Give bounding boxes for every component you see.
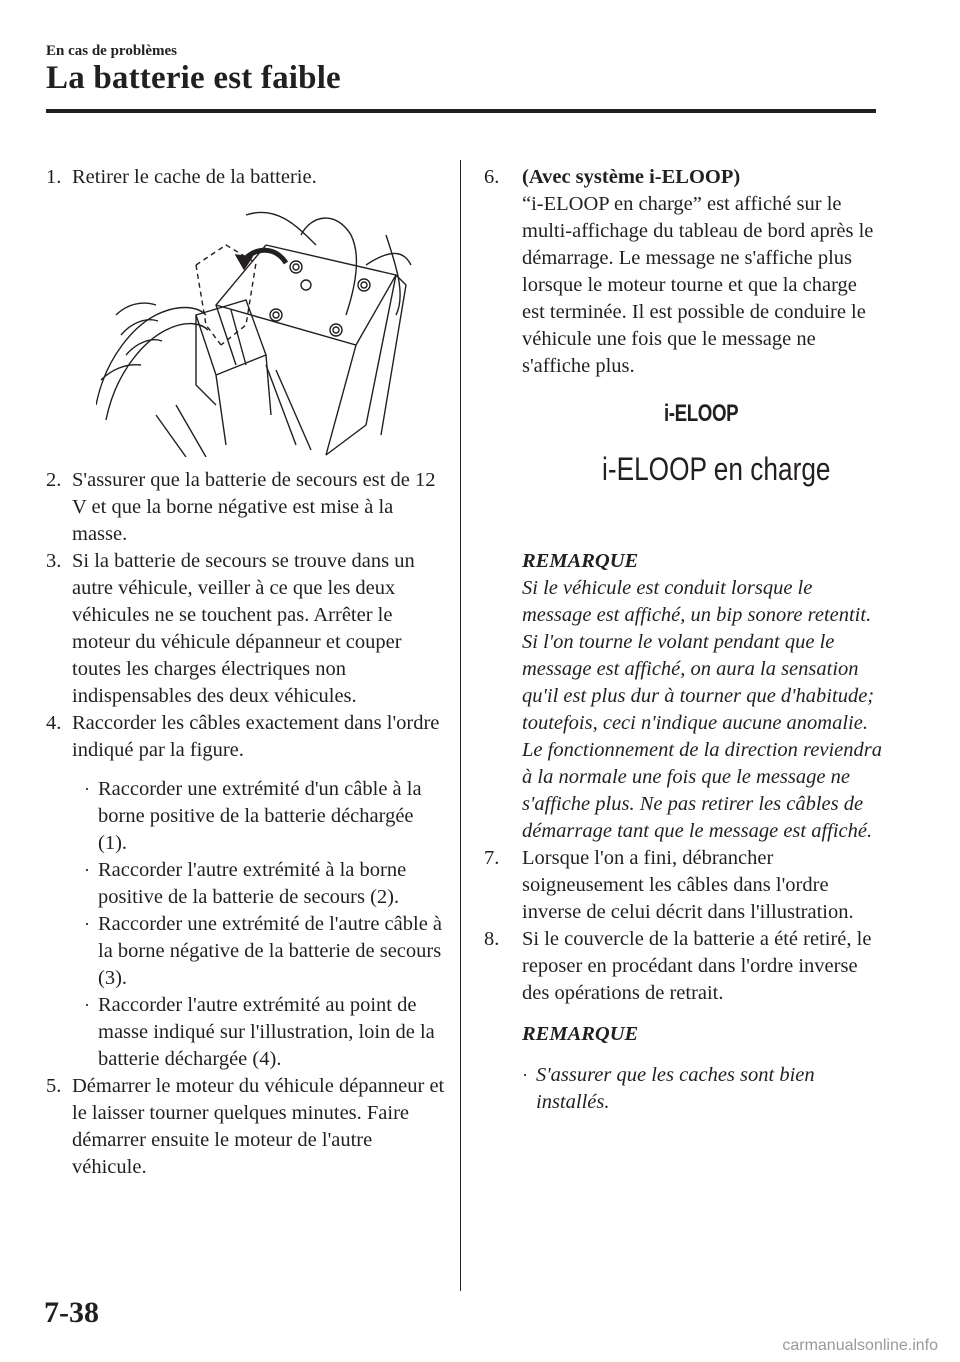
step-7	[484, 845, 884, 926]
bullet-icon: ·	[84, 914, 90, 934]
bullet-icon: ·	[522, 1065, 528, 1085]
step-number: 6.	[484, 166, 500, 188]
step-2	[46, 467, 446, 548]
step-number: 1.	[46, 166, 62, 188]
step-number: 3.	[46, 550, 62, 572]
list-item	[484, 1062, 884, 1116]
step-text: “i-ELOOP en charge” est affiché sur le multi-affichage du tableau de bord après le démarrage. Le message ne s'affiche plus lorsque le moteur tourne et que la charge est terminée. Il est possible de conduire le véhicule une fois que le message ne s'affiche plus.	[522, 193, 874, 377]
step-text: S'assurer que la batterie de secours est de 12 V et que la borne négative est mise à la masse.	[72, 469, 436, 545]
step-number: 4.	[46, 712, 62, 734]
step-heading: (Avec système i-ELOOP)	[522, 166, 741, 188]
step-number: 7.	[484, 847, 500, 869]
note-text: Si le véhicule est conduit lorsque le message est affiché, un bip sonore retentit. Si l'on tourne le volant pendant que le message est affiché, on aura la sensation qu'il est plus dur à tourner que d'habitude; toutefois, ceci n'indique aucune anomalie. Le fonctionnement de la direction reviendra à la normale une fois que le message ne s'affiche plus. Ne pas retirer les câbles de démarrage tant que le message est affiché.	[522, 577, 882, 842]
i-eloop-logo: i-ELOOP	[664, 400, 739, 427]
watermark: carmanualsonline.info	[782, 1337, 938, 1354]
page-number: 7-38	[44, 1296, 99, 1329]
step-text: Retirer le cache de la batterie.	[72, 166, 317, 188]
bullet-icon: ·	[84, 995, 90, 1015]
section-label: En cas de problèmes	[46, 43, 177, 59]
step-number: 2.	[46, 469, 62, 491]
i-eloop-display	[484, 394, 884, 534]
step-text: Si la batterie de secours se trouve dans un autre véhicule, veiller à ce que les deux véhicules ne se touchent pas. Arrêter le moteur du véhicule dépanneur et couper toutes les charges électriques non indispensables des deux véhicules.	[72, 550, 415, 707]
step-text: Démarrer le moteur du véhicule dépanneur et le laisser tourner quelques minutes. Faire démarrer ensuite le moteur de l'autre véhicule.	[72, 1075, 445, 1178]
bullet-icon: ·	[84, 779, 90, 799]
title-rule	[46, 109, 876, 113]
step-4	[46, 710, 446, 764]
note-heading: REMARQUE	[522, 550, 639, 572]
note-bullet-text: S'assurer que les caches sont bien installés.	[536, 1064, 815, 1113]
step-text: Raccorder les câbles exactement dans l'ordre indiqué par la figure.	[72, 712, 440, 761]
step-5	[46, 1073, 446, 1181]
step-1	[46, 164, 446, 191]
list-item	[46, 992, 446, 1073]
step-text: Si le couvercle de la batterie a été retiré, le reposer en procédant dans l'ordre inverse des opérations de retrait.	[522, 928, 872, 1004]
step-8	[484, 926, 884, 1007]
right-column	[484, 164, 884, 1116]
bullet-text: Raccorder l'autre extrémité à la borne positive de la batterie de secours (2).	[98, 859, 407, 908]
step-number: 8.	[484, 928, 500, 950]
list-item	[46, 776, 446, 857]
step-6	[484, 164, 884, 380]
bullet-text: Raccorder une extrémité de l'autre câble à la borne négative de la batterie de secours (3).	[98, 913, 443, 989]
bullet-icon: ·	[84, 860, 90, 880]
page-title: La batterie est faible	[46, 60, 341, 96]
step-number: 5.	[46, 1075, 62, 1097]
list-item	[46, 911, 446, 992]
left-column	[46, 164, 446, 1181]
step-3	[46, 548, 446, 710]
step-text: Lorsque l'on a fini, débrancher soigneusement les câbles dans l'ordre inverse de celui décrit dans l'illustration.	[522, 847, 854, 923]
list-item	[46, 857, 446, 911]
connection-bullets	[46, 776, 446, 1073]
i-eloop-charge-message: i-ELOOP en charge	[602, 451, 831, 487]
note-heading: REMARQUE	[522, 1023, 639, 1045]
column-divider	[460, 160, 461, 1291]
battery-cover-illustration	[96, 205, 416, 457]
bullet-text: Raccorder l'autre extrémité au point de masse indiqué sur l'illustration, loin de la batterie déchargée (4).	[98, 994, 435, 1070]
bullet-text: Raccorder une extrémité d'un câble à la borne positive de la batterie déchargée (1).	[98, 778, 422, 854]
battery-cover-drawing	[96, 205, 416, 457]
